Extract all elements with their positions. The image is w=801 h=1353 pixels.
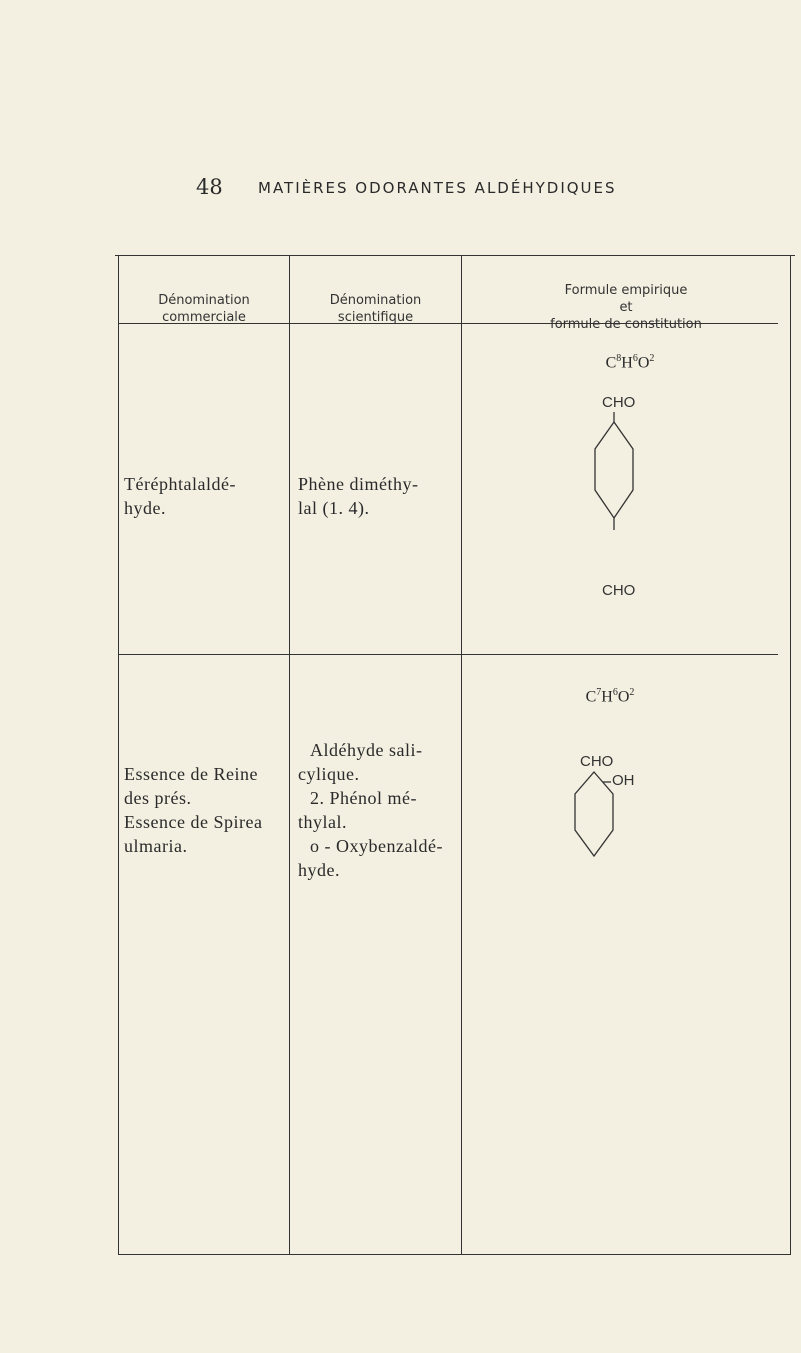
- table-right-rule: [790, 255, 791, 1255]
- header-commercial: Dénomination commerciale: [158, 293, 250, 325]
- row2-empirical-formula: $C^7H^6O^2$: [585, 687, 635, 706]
- row2-group-top: CHO: [580, 753, 614, 770]
- table-bottom-rule: [118, 1254, 791, 1255]
- row1-empirical-formula: $C^8H^6O^2$: [605, 353, 655, 372]
- header-formula: Formule empirique et formule de constitution: [550, 283, 702, 332]
- column-divider-2: [461, 255, 462, 1255]
- page-header: [0, 175, 801, 205]
- row1-benzene-ring: [590, 412, 640, 592]
- row1-scientific-name: Phène diméthy- lal (1. 4).: [298, 474, 419, 518]
- page-number: 48: [196, 175, 223, 199]
- row1-commercial-name: Téréphtalaldé- hyde.: [124, 474, 236, 518]
- row1-group-top: CHO: [602, 394, 636, 411]
- row2-scientific-name: Aldéhyde sali- cylique. 2. Phénol mé- thylal. o - Oxybenzaldé- hyde.: [298, 740, 443, 880]
- table-left-rule: [118, 255, 119, 1255]
- running-title: MATIÈRES ODORANTES ALDÉHYDIQUES: [258, 179, 617, 197]
- row2-group-side: OH: [612, 772, 635, 789]
- header-scientific: Dénomination scientifique: [329, 293, 422, 325]
- row2-commercial-name: Essence de Reine des prés. Essence de Spirea ulmaria.: [124, 764, 263, 856]
- row-divider: [118, 654, 778, 655]
- row1-group-bottom: CHO: [602, 582, 636, 599]
- table-top-rule: [115, 255, 795, 256]
- column-divider-1: [289, 255, 290, 1255]
- row2-benzene-ring: [570, 772, 630, 862]
